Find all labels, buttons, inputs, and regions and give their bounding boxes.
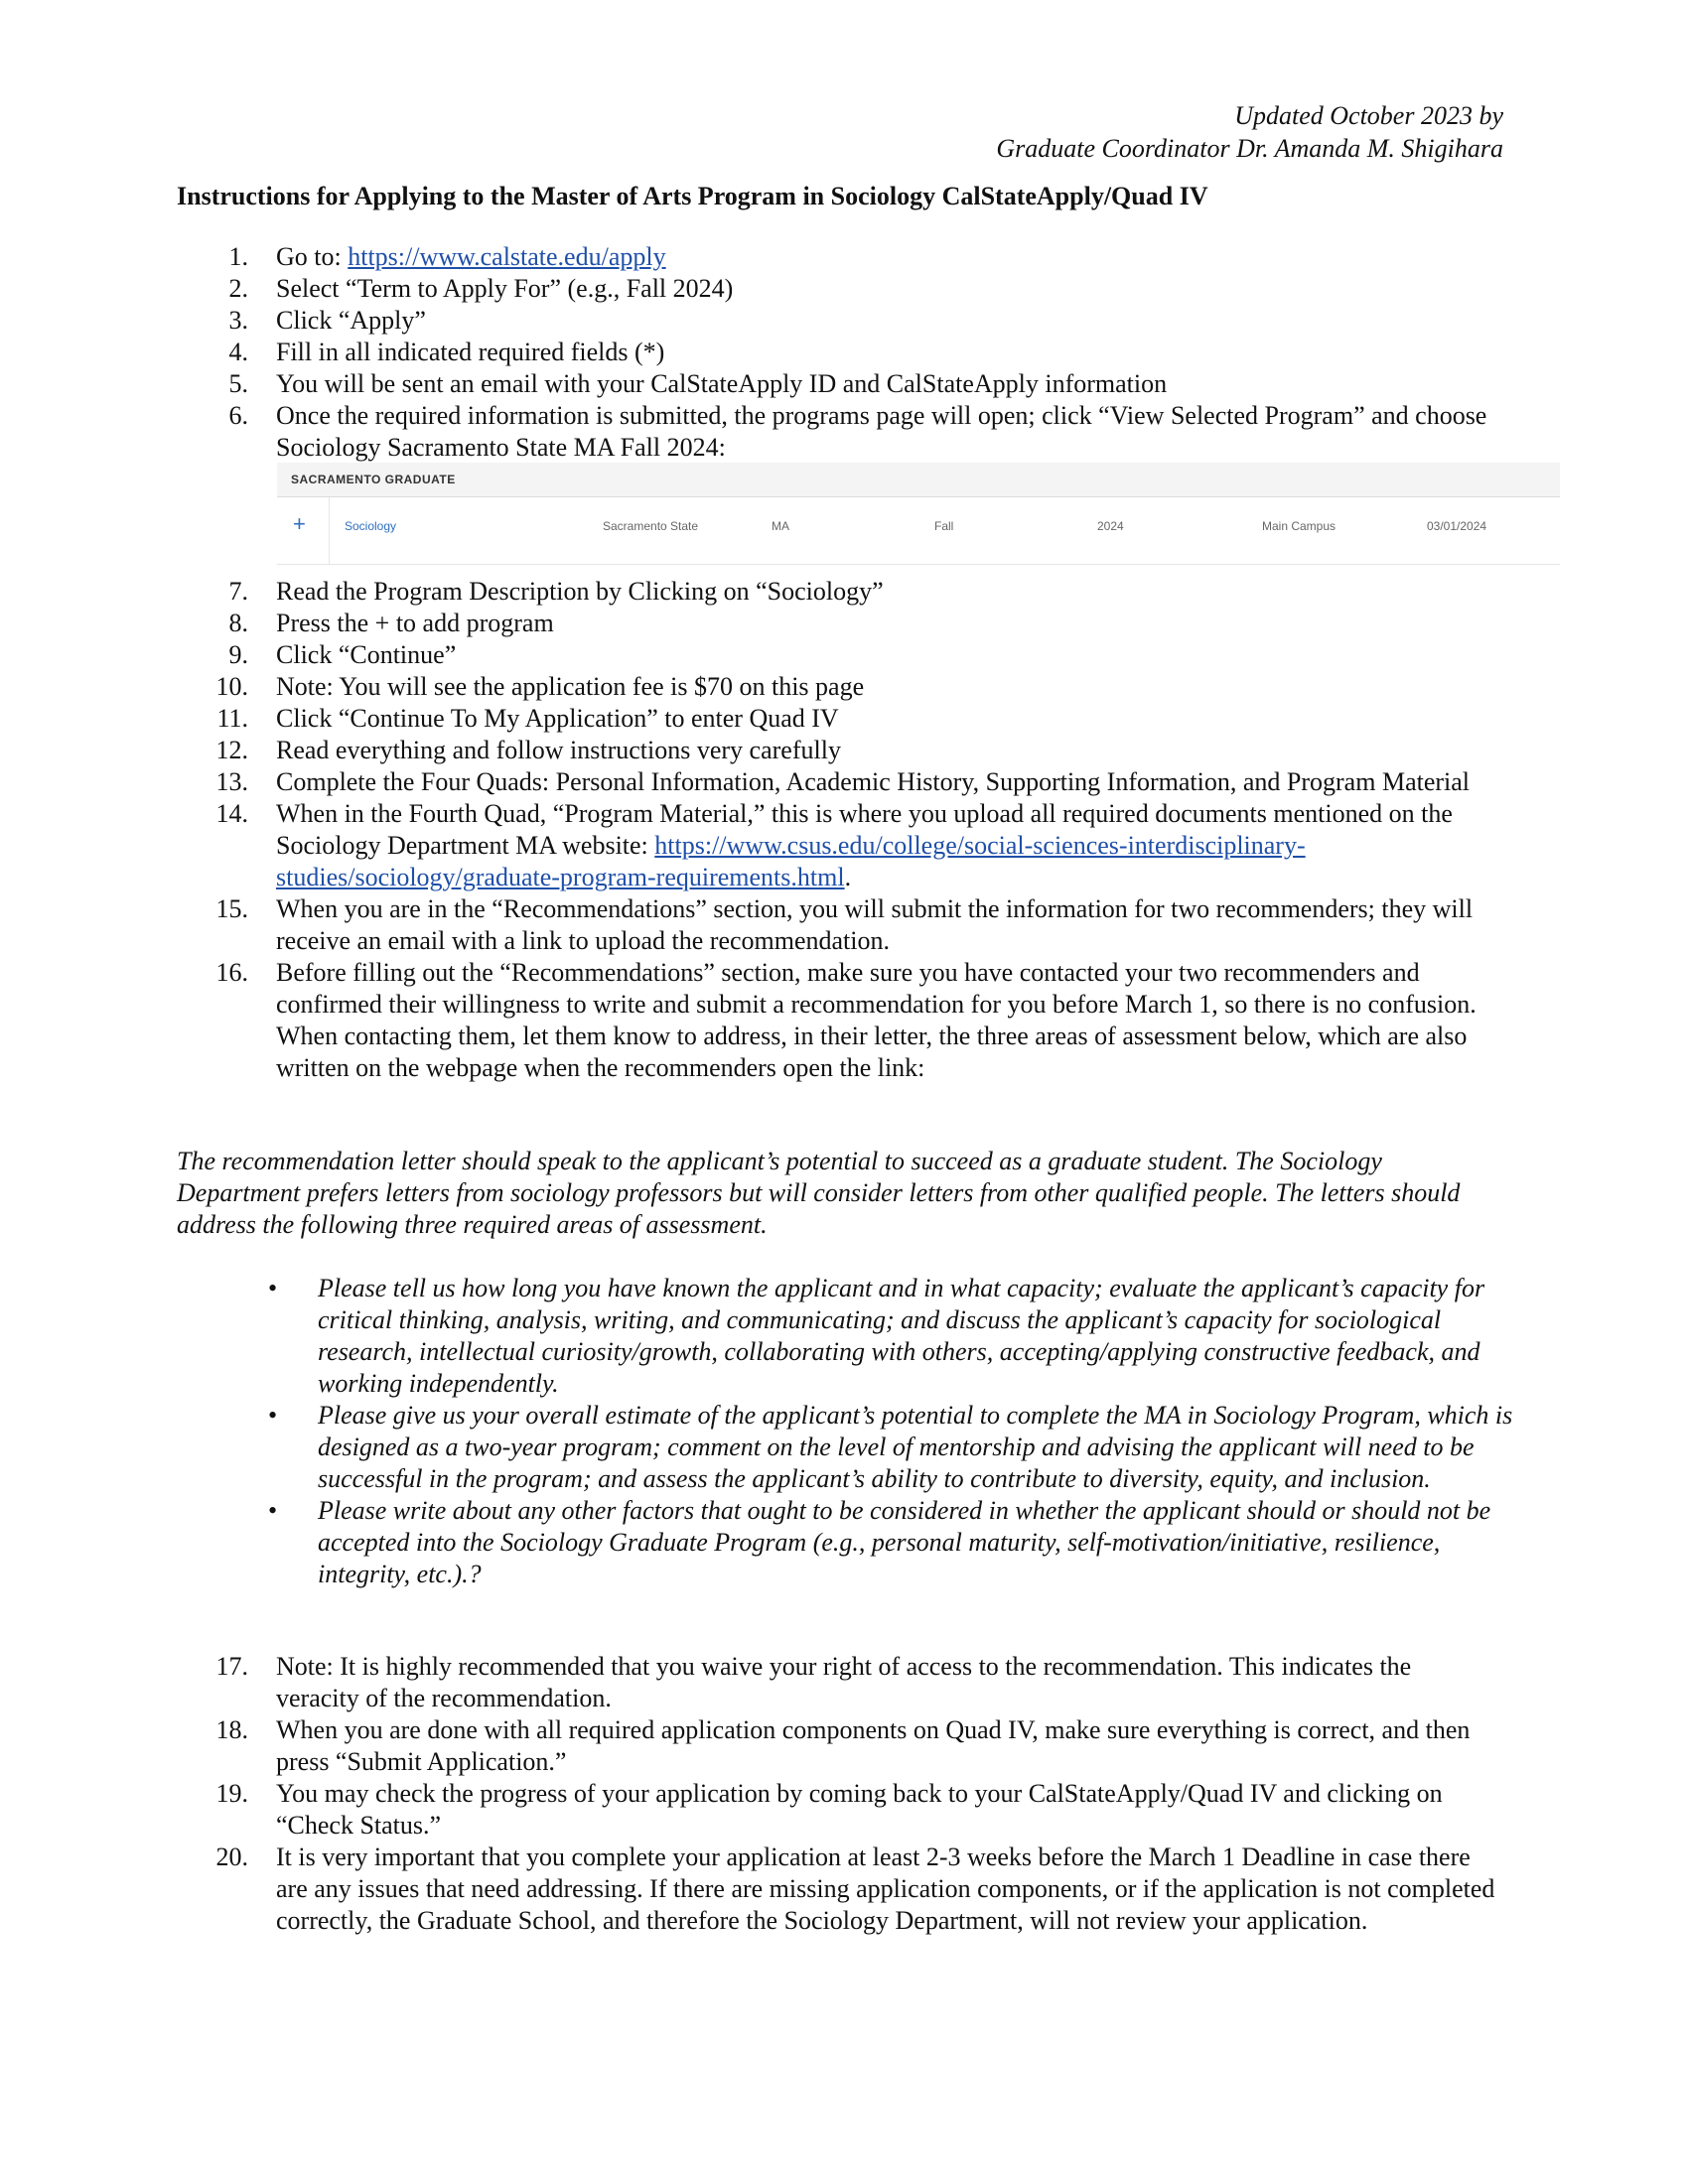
step-number: 6. — [228, 401, 248, 430]
step-text: Note: It is highly recommended that you waive your right of access to the recommendation. This indicates the veracity of the recommendation. — [276, 1652, 1412, 1712]
step-item — [177, 893, 1497, 957]
program-group-header: SACRAMENTO GRADUATE — [277, 463, 1560, 497]
step-number: 14. — [215, 799, 248, 828]
step-item — [177, 273, 1497, 305]
step-item — [177, 1714, 1497, 1778]
step-item — [177, 1842, 1497, 1937]
step-number: 18. — [215, 1715, 248, 1744]
step-item — [177, 639, 1497, 671]
updated-line-2: Graduate Coordinator Dr. Amanda M. Shigihara — [996, 134, 1503, 163]
bullet-marker: • — [268, 1274, 278, 1302]
step-number: 8. — [228, 609, 248, 637]
steps-list-part2 — [177, 576, 1497, 1084]
row-divider — [329, 497, 330, 564]
updated-note — [996, 99, 1503, 165]
program-row — [277, 497, 1560, 565]
step-number: 2. — [228, 274, 248, 303]
step-text: Read the Program Description by Clicking on “Sociology” — [276, 577, 884, 606]
step-text: Read everything and follow instructions very carefully — [276, 736, 841, 764]
step-number: 17. — [215, 1652, 248, 1681]
step-number: 5. — [228, 369, 248, 398]
step-item — [177, 241, 1497, 273]
assessment-bullet — [268, 1400, 1514, 1495]
bullet-marker: • — [268, 1401, 278, 1430]
step-item — [177, 608, 1497, 639]
step-text: You will be sent an email with your CalStateApply ID and CalStateApply information — [276, 369, 1168, 398]
step-item — [177, 957, 1497, 1084]
document-title: Instructions for Applying to the Master of Arts Program in Sociology CalStateApply/Quad IV — [177, 182, 1208, 210]
step-text: Note: You will see the application fee is $70 on this page — [276, 672, 865, 701]
step-item — [177, 305, 1497, 337]
step-number: 13. — [215, 767, 248, 796]
assessment-bullets — [268, 1273, 1514, 1590]
program-year: 2024 — [1097, 519, 1124, 533]
step-number: 15. — [215, 894, 248, 923]
step-item — [177, 1778, 1497, 1842]
step-text: When in the Fourth Quad, “Program Material,” this is where you upload all required documents mentioned on the Sociology Department MA website: — [276, 799, 1453, 860]
step-number: 19. — [215, 1779, 248, 1808]
step-item — [177, 337, 1497, 368]
step-text: It is very important that you complete your application at least 2-3 weeks before the March 1 Deadline in case there are any issues that need addressing. If there are missing application components, or if the application is not completed correctly, the Graduate School, and therefore the Sociology Department, will not review your application. — [276, 1843, 1495, 1935]
step-item — [177, 766, 1497, 798]
program-campus: Sacramento State — [603, 519, 699, 533]
step-number: 7. — [228, 577, 248, 606]
step-text: Click “Continue To My Application” to enter Quad IV — [276, 704, 839, 733]
steps-list-part1 — [177, 241, 1497, 464]
program-location: Main Campus — [1262, 519, 1336, 533]
step-number: 11. — [216, 704, 248, 733]
step-text: Once the required information is submitted, the programs page will open; click “View Selected Program” and choose Sociology Sacramento State MA Fall 2024: — [276, 401, 1487, 462]
program-selection-screenshot — [277, 463, 1560, 564]
calstate-apply-link[interactable]: https://www.calstate.edu/apply — [348, 242, 666, 271]
step-number: 10. — [215, 672, 248, 701]
step-text: Press the + to add program — [276, 609, 554, 637]
steps-list-part3 — [177, 1651, 1497, 1937]
step-text: Click “Apply” — [276, 306, 426, 335]
step-item — [177, 798, 1497, 893]
step-text: Select “Term to Apply For” (e.g., Fall 2024) — [276, 274, 734, 303]
step-text-after: . — [844, 863, 852, 891]
assessment-bullet — [268, 1495, 1514, 1590]
step-item — [177, 735, 1497, 766]
step-number: 12. — [215, 736, 248, 764]
step-text: Go to: — [276, 242, 349, 271]
program-term: Fall — [934, 519, 954, 533]
step-number: 3. — [228, 306, 248, 335]
step-item — [177, 703, 1497, 735]
step-item — [177, 1651, 1497, 1714]
step-text: Before filling out the “Recommendations” section, make sure you have contacted your two recommenders and confirmed their willingness to write and submit a recommendation for you before March 1, so there is no confusion. When contacting them, let them know to address, in their letter, the three areas of assessment below, which are also written on the webpage when the recommenders open the link: — [276, 958, 1477, 1082]
step-item — [177, 671, 1497, 703]
add-program-plus-icon[interactable]: + — [293, 511, 306, 536]
step-text: When you are done with all required application components on Quad IV, make sure everything is correct, and then press “Submit Application.” — [276, 1715, 1471, 1776]
assessment-bullet — [268, 1273, 1514, 1400]
program-degree: MA — [772, 519, 789, 533]
step-item — [177, 576, 1497, 608]
step-text: You may check the progress of your application by coming back to your CalStateApply/Quad IV and clicking on “Check Status.” — [276, 1779, 1443, 1840]
bullet-text: Please give us your overall estimate of the applicant’s potential to complete the MA in Sociology Program, which is designed as a two-year program; comment on the level of mentorship and advising the applicant will need to be successful in the program; and assess the applicant’s ability to contribute to diversity, equity, and inclusion. — [318, 1401, 1513, 1493]
step-text: Fill in all indicated required fields (*) — [276, 338, 665, 366]
step-text: Click “Continue” — [276, 640, 457, 669]
program-deadline: 03/01/2024 — [1427, 519, 1487, 533]
step-text: Complete the Four Quads: Personal Information, Academic History, Supporting Information, and Program Material — [276, 767, 1471, 796]
step-number: 16. — [215, 958, 248, 987]
bullet-marker: • — [268, 1496, 278, 1525]
bullet-text: Please tell us how long you have known the applicant and in what capacity; evaluate the applicant’s capacity for critical thinking, analysis, writing, and communicating; and discuss the applicant’s capacity for sociological research, intellectual curiosity/growth, collaborating with others, accepting/applying constructive feedback, and working independently. — [318, 1274, 1485, 1398]
step-item — [177, 368, 1497, 400]
requirements-link[interactable]: https://www.csus.edu/college/social-sciences-interdisciplinary-studies/sociology/graduate-program-requirements.html — [276, 831, 1306, 891]
step-number: 20. — [215, 1843, 248, 1871]
program-name-link[interactable]: Sociology — [345, 519, 397, 533]
step-number: 1. — [228, 242, 248, 271]
step-text: When you are in the “Recommendations” section, you will submit the information for two recommenders; they will receive an email with a link to upload the recommendation. — [276, 894, 1474, 955]
recommendation-intro: The recommendation letter should speak to the applicant’s potential to succeed as a graduate student. The Sociology Department prefers letters from sociology professors but will consider letters from other qualified people. The letters should address the following three required areas of assessment. — [177, 1147, 1461, 1239]
updated-line-1: Updated October 2023 by — [1234, 101, 1503, 130]
step-number: 9. — [228, 640, 248, 669]
step-item — [177, 400, 1497, 464]
bullet-text: Please write about any other factors that ought to be considered in whether the applicant should or should not be accepted into the Sociology Graduate Program (e.g., personal maturity, self-motivation/initiative, resilience, integrity, etc.).? — [318, 1496, 1491, 1588]
step-number: 4. — [228, 338, 248, 366]
